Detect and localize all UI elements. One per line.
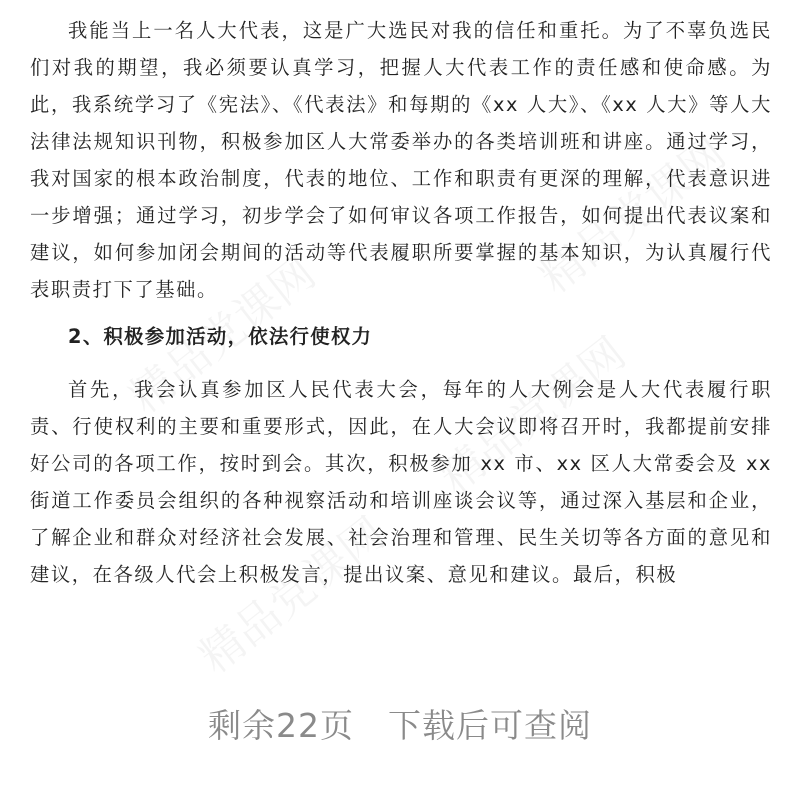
remaining-pages-notice[interactable]: 剩余22页 下载后可查阅	[208, 706, 592, 745]
body-paragraph: 首先，我会认真参加区人民代表大会，每年的人大例会是人大代表履行职责、行使权利的主要和重要形式，因此，在人大会议即将召开时，我都提前安排好公司的各项工作，按时到会。其次，积极参加 xx 市、xx 区人大常委会及 xx 街道工作委员会组织的各种视察活动和培训座谈会议等，通过深入基层和企业，了解企业和群众对经济社会发展、社会治理和管理、民生关切等各方面的意见和建议，在各级人代会上积极发言，提出议案、意见和建议。最后，积极	[30, 378, 772, 586]
document-body	[30, 12, 772, 593]
body-paragraph: 我能当上一名人大代表，这是广大选民对我的信任和重托。为了不辜负选民们对我的期望，我必须要认真学习，把握人大代表工作的责任感和使命感。为此，我系统学习了《宪法》、《代表法》和每期的《xx 人大》、《xx 人大》等人大法律法规知识刊物，积极参加区人大常委举办的各类培训班和讲座。通过学习，我对国家的根本政治制度，代表的地位、工作和职责有更深的理解，代表意识进一步增强；通过学习，初步学会了如何审议各项工作报告，如何提出代表议案和建议，如何参加闭会期间的活动等代表履职所要掌握的基本知识，为认真履行代表职责打下了基础。	[30, 19, 772, 301]
section-heading: 2、积极参加活动，依法行使权力	[68, 325, 373, 348]
